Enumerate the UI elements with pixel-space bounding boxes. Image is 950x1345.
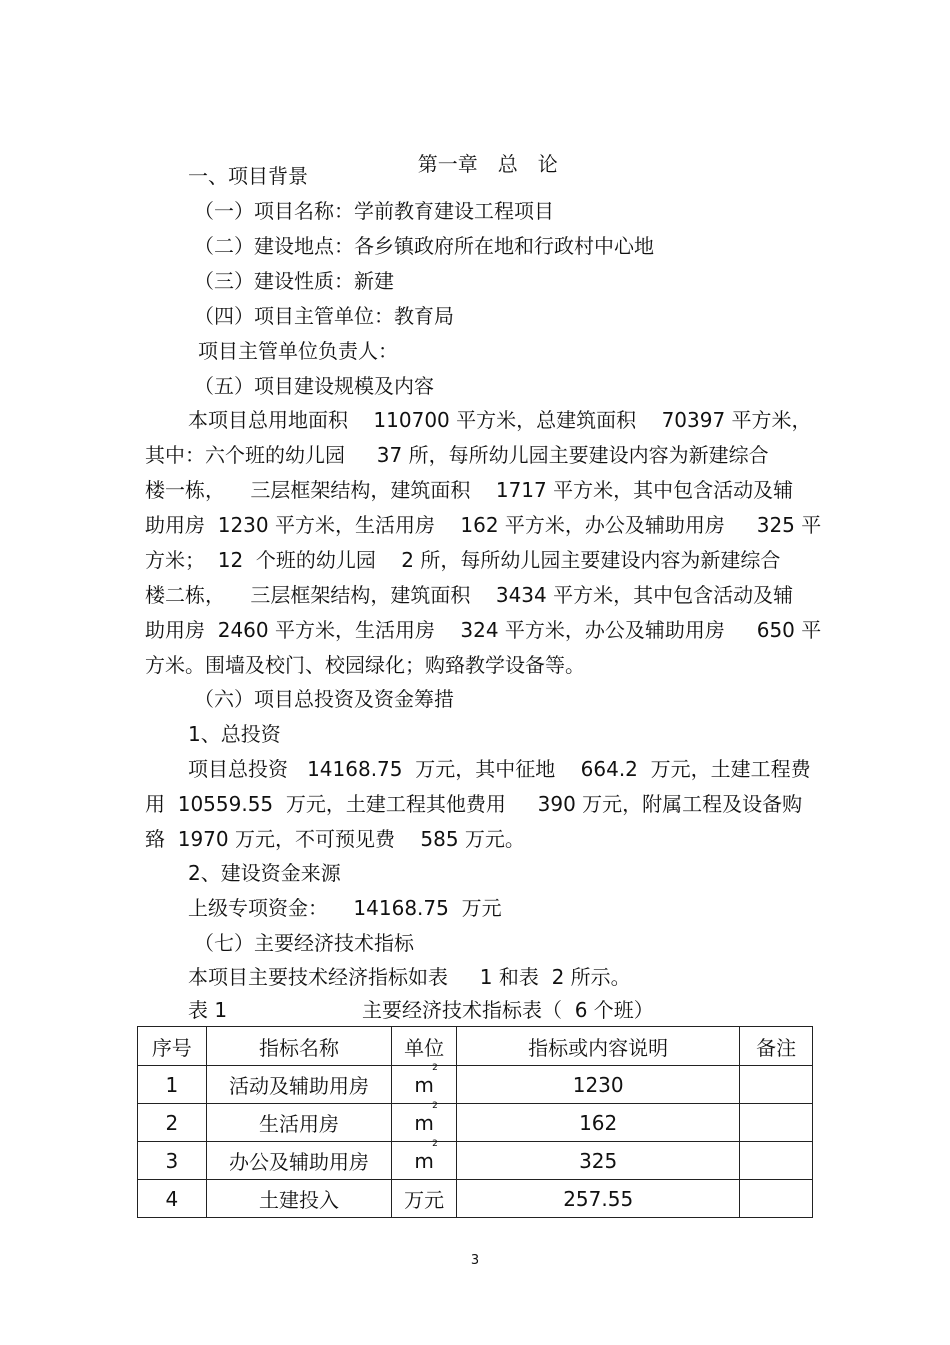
scale-paragraph-line: 楼二栋， 三层框架结构，建筑面积 3434 平方米，其中包含活动及辅: [145, 583, 794, 607]
indicators-table: [137, 1026, 813, 1218]
unit-text: m: [414, 1148, 434, 1173]
project-name-line: （一）项目名称：学前教育建设工程项目: [194, 199, 554, 223]
cell-note: [740, 1066, 813, 1104]
scale-paragraph-line: 楼一栋， 三层框架结构，建筑面积 1717 平方米，其中包含活动及辅: [145, 478, 794, 502]
cell-note: [740, 1180, 813, 1218]
unit-text: m: [414, 1110, 434, 1135]
column-header-no: 序号: [138, 1027, 207, 1066]
funding-source-line: 上级专项资金： 14168.75 万元: [188, 896, 502, 920]
chapter-title: [0, 128, 950, 200]
location-line: （二）建设地点：各乡镇政府所在地和行政村中心地: [194, 234, 654, 258]
cell-note: [740, 1104, 813, 1142]
table-label: 表 1: [188, 998, 228, 1022]
unit-superscript: 2: [432, 1138, 438, 1149]
investment-heading: （六）项目总投资及资金筹措: [194, 687, 454, 711]
unit-superscript: 2: [432, 1100, 438, 1111]
table-row: [138, 1104, 813, 1142]
unit-superscript: 2: [432, 1062, 438, 1073]
table-title: 主要经济技术指标表（ 6 个班）: [362, 998, 654, 1022]
scale-paragraph-line: 助用房 2460 平方米，生活用房 324 平方米，办公及辅助用房 650 平: [145, 618, 822, 642]
table-row: [138, 1180, 813, 1218]
cell-value: 325: [457, 1142, 740, 1180]
scale-paragraph-line: 本项目总用地面积 110700 平方米，总建筑面积 70397 平方米，: [188, 408, 812, 432]
column-header-value: 指标或内容说明: [457, 1027, 740, 1066]
authority-line: （四）项目主管单位：教育局: [194, 304, 454, 328]
cell-name: 办公及辅助用房: [206, 1142, 392, 1180]
cell-value: 257.55: [457, 1180, 740, 1218]
investment-paragraph-line: 项目总投资 14168.75 万元，其中征地 664.2 万元，土建工程费: [188, 757, 811, 781]
page-number: 3: [470, 1253, 480, 1268]
cell-no: 4: [138, 1180, 207, 1218]
nature-line: （三）建设性质：新建: [194, 269, 394, 293]
cell-no: 2: [138, 1104, 207, 1142]
cell-name: 活动及辅助用房: [206, 1066, 392, 1104]
chapter-title-char-1: 总: [497, 152, 518, 176]
column-header-unit: 单位: [392, 1027, 457, 1066]
chapter-number: 第一章: [417, 152, 478, 176]
investment-paragraph-line: 臵 1970 万元，不可预见费 585 万元。: [145, 827, 525, 851]
cell-unit: [392, 1100, 457, 1142]
scale-heading: （五）项目建设规模及内容: [194, 374, 434, 398]
chapter-title-char-2: 论: [537, 152, 558, 176]
section-heading: 一、项目背景: [188, 164, 308, 188]
cell-no: 3: [138, 1142, 207, 1180]
cell-no: 1: [138, 1066, 207, 1104]
cell-name: 生活用房: [206, 1104, 392, 1142]
indicators-heading: （七）主要经济技术指标: [194, 931, 414, 955]
table-row: [138, 1142, 813, 1180]
cell-note: [740, 1142, 813, 1180]
table-row: [138, 1066, 813, 1104]
column-header-note: 备注: [740, 1027, 813, 1066]
cell-unit: [392, 1138, 457, 1180]
funding-source-heading: 2、建设资金来源: [188, 861, 341, 885]
column-header-name: 指标名称: [206, 1027, 392, 1066]
cell-unit: 万元: [392, 1180, 457, 1218]
cell-name: 土建投入: [206, 1180, 392, 1218]
investment-paragraph-line: 用 10559.55 万元，土建工程其他费用 390 万元，附属工程及设备购: [145, 792, 803, 816]
responsible-person-line: 项目主管单位负责人：: [198, 339, 398, 363]
scale-paragraph-line: 方米； 12 个班的幼儿园 2 所，每所幼儿园主要建设内容为新建综合: [145, 548, 781, 572]
cell-value: 1230: [457, 1066, 740, 1104]
scale-paragraph-line: 其中：六个班的幼儿园 37 所，每所幼儿园主要建设内容为新建综合: [145, 443, 769, 467]
scale-paragraph-line: 助用房 1230 平方米，生活用房 162 平方米，办公及辅助用房 325 平: [145, 513, 822, 537]
scale-paragraph-line: 方米。围墙及校门、校园绿化；购臵教学设备等。: [145, 653, 585, 677]
cell-value: 162: [457, 1104, 740, 1142]
table-header-row: [138, 1027, 813, 1066]
total-investment-heading: 1、总投资: [188, 722, 281, 746]
indicators-intro-line: 本项目主要技术经济指标如表 1 和表 2 所示。: [188, 965, 631, 989]
cell-unit: [392, 1062, 457, 1104]
unit-text: m: [414, 1072, 434, 1097]
